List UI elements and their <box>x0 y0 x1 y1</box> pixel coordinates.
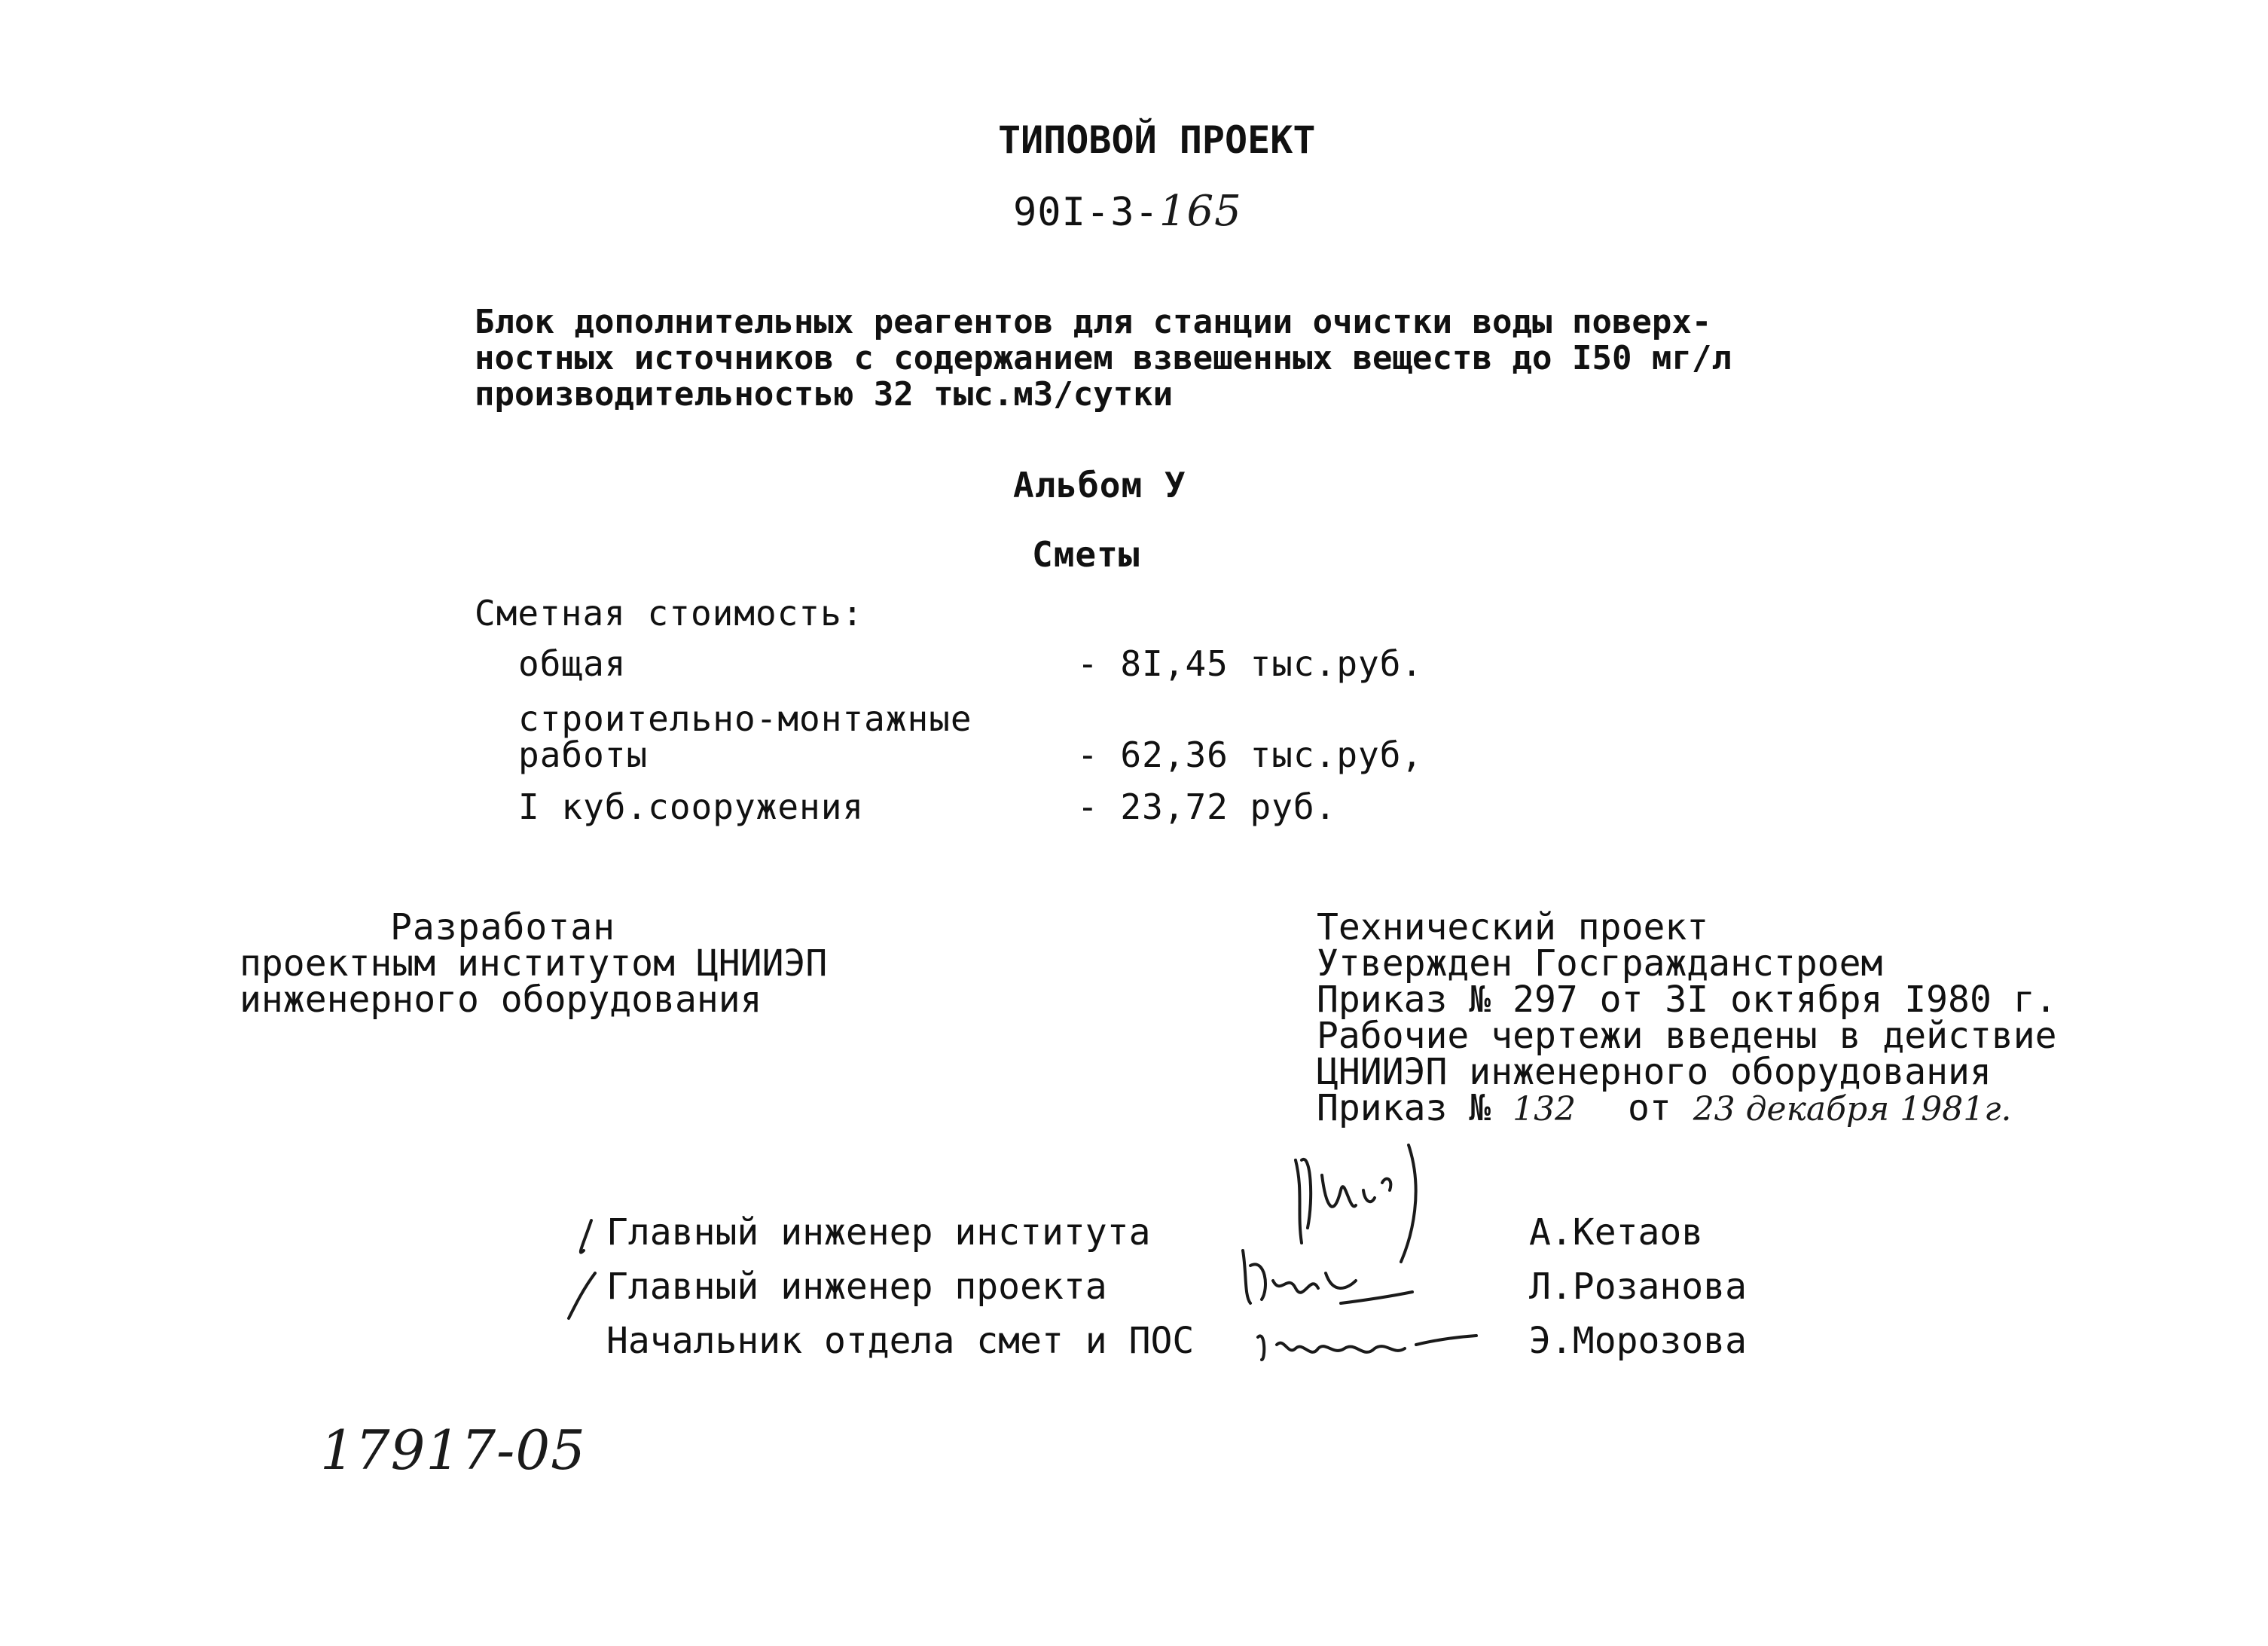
order-prefix: Приказ № <box>1317 1087 1491 1129</box>
project-number-prefix: 90I-3- <box>1013 190 1159 235</box>
approval-line-2: Утвержден Госгражданстроем <box>1317 942 1883 985</box>
approval-line-6 <box>1317 1089 2011 1129</box>
document-title: ТИПОВОЙ ПРОЕКТ <box>998 118 1316 162</box>
description-line-3: производительностью 32 тыс.м3/сутки <box>475 375 1174 414</box>
cost-heading: Сметная стоимость: <box>475 593 864 634</box>
approval-line-1: Технический проект <box>1317 906 1709 948</box>
signatory-position-3: Начальник отдела смет и ПОС <box>606 1320 1195 1362</box>
cost-per-cubic-value: - 23,72 руб. <box>1077 786 1337 827</box>
order-from: от <box>1627 1087 1671 1129</box>
approval-line-4: Рабочие чертежи введены в действие <box>1317 1015 2057 1057</box>
cost-construction-label-1: строительно-монтажные <box>518 698 972 739</box>
signatory-name-1: А.Кетаов <box>1529 1211 1704 1254</box>
cost-construction-value: - 62,36 тыс.руб, <box>1077 734 1424 775</box>
inventory-number: 17917-05 <box>320 1418 586 1482</box>
developer-line-1: Разработан <box>390 906 615 948</box>
cost-total-value: - 8I,45 тыс.руб. <box>1077 643 1424 684</box>
approval-line-3: Приказ № 297 от 3I октября I980 г. <box>1317 979 2057 1021</box>
approval-line-5: ЦНИИЭП инженерного оборудования <box>1317 1051 1992 1093</box>
project-number <box>1013 187 1242 236</box>
description-line-1: Блок дополнительных реагентов для станции очистки воды поверх- <box>475 303 1712 341</box>
order-date-handwritten: 23 декабря 1981г. <box>1693 1090 2012 1128</box>
section-label: Сметы <box>1032 534 1140 575</box>
cost-per-cubic-label: I куб.сооружения <box>518 786 865 827</box>
signature-chief-project-engineer <box>1228 1235 1424 1318</box>
signatory-position-1: Главный инженер института <box>606 1211 1151 1254</box>
description-line-2: ностных источников с содержанием взвешенных веществ до I50 мг/л <box>475 339 1732 377</box>
signatory-position-2: Главный инженер проекта <box>606 1266 1107 1308</box>
album-label: Альбом У <box>1013 465 1186 505</box>
signatory-name-2: Л.Розанова <box>1529 1266 1747 1308</box>
cost-total-label: общая <box>518 643 627 684</box>
order-number-handwritten: 132 <box>1513 1090 1577 1128</box>
project-number-handwritten: 165 <box>1158 187 1242 236</box>
cost-construction-label-2: работы <box>518 734 649 775</box>
developer-line-2: проектным институтом ЦНИИЭП <box>240 942 828 985</box>
margin-pen-mark <box>561 1213 606 1326</box>
signatory-name-3: Э.Морозова <box>1529 1320 1747 1362</box>
signature-estimates-head <box>1243 1315 1484 1375</box>
developer-line-3: инженерного оборудования <box>240 979 762 1021</box>
